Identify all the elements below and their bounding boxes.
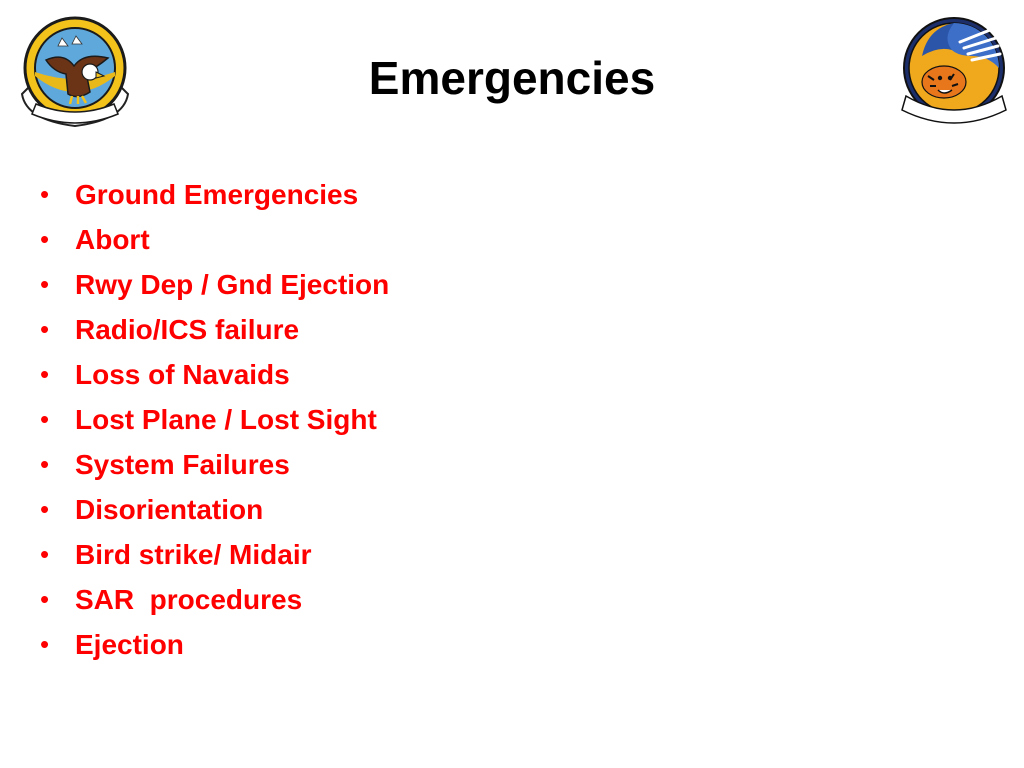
- bullet-dot-icon: •: [40, 539, 50, 569]
- bullet-text: Ground Emergencies: [75, 179, 359, 210]
- bullet-text: Rwy Dep / Gnd Ejection: [75, 269, 390, 300]
- bullet-text: Disorientation: [75, 494, 264, 525]
- bullet-text: Loss of Navaids: [75, 359, 290, 390]
- bullet-dot-icon: •: [40, 179, 50, 209]
- bullet-text: Lost Plane / Lost Sight: [75, 404, 377, 435]
- bullet-dot-icon: •: [40, 584, 50, 614]
- bullet-dot-icon: •: [40, 629, 50, 659]
- bullet-dot-icon: •: [40, 314, 50, 344]
- bullet-text: Abort: [75, 224, 150, 255]
- bullet-dot-icon: •: [40, 224, 50, 254]
- bullet-dot-icon: •: [40, 404, 50, 434]
- tiger-squadron-emblem-icon: [898, 16, 1010, 128]
- bullet-text: Ejection: [75, 629, 184, 660]
- bullet-dot-icon: •: [40, 359, 50, 389]
- slide-title: Emergencies: [368, 52, 656, 104]
- bullet-dot-icon: •: [40, 449, 50, 479]
- bullet-text: SAR procedures: [75, 584, 303, 615]
- bullet-text: Bird strike/ Midair: [75, 539, 312, 570]
- bullet-dot-icon: •: [40, 494, 50, 524]
- bullet-text: System Failures: [75, 449, 290, 480]
- bullet-text: Radio/ICS failure: [75, 314, 300, 345]
- bullet-dot-icon: •: [40, 269, 50, 299]
